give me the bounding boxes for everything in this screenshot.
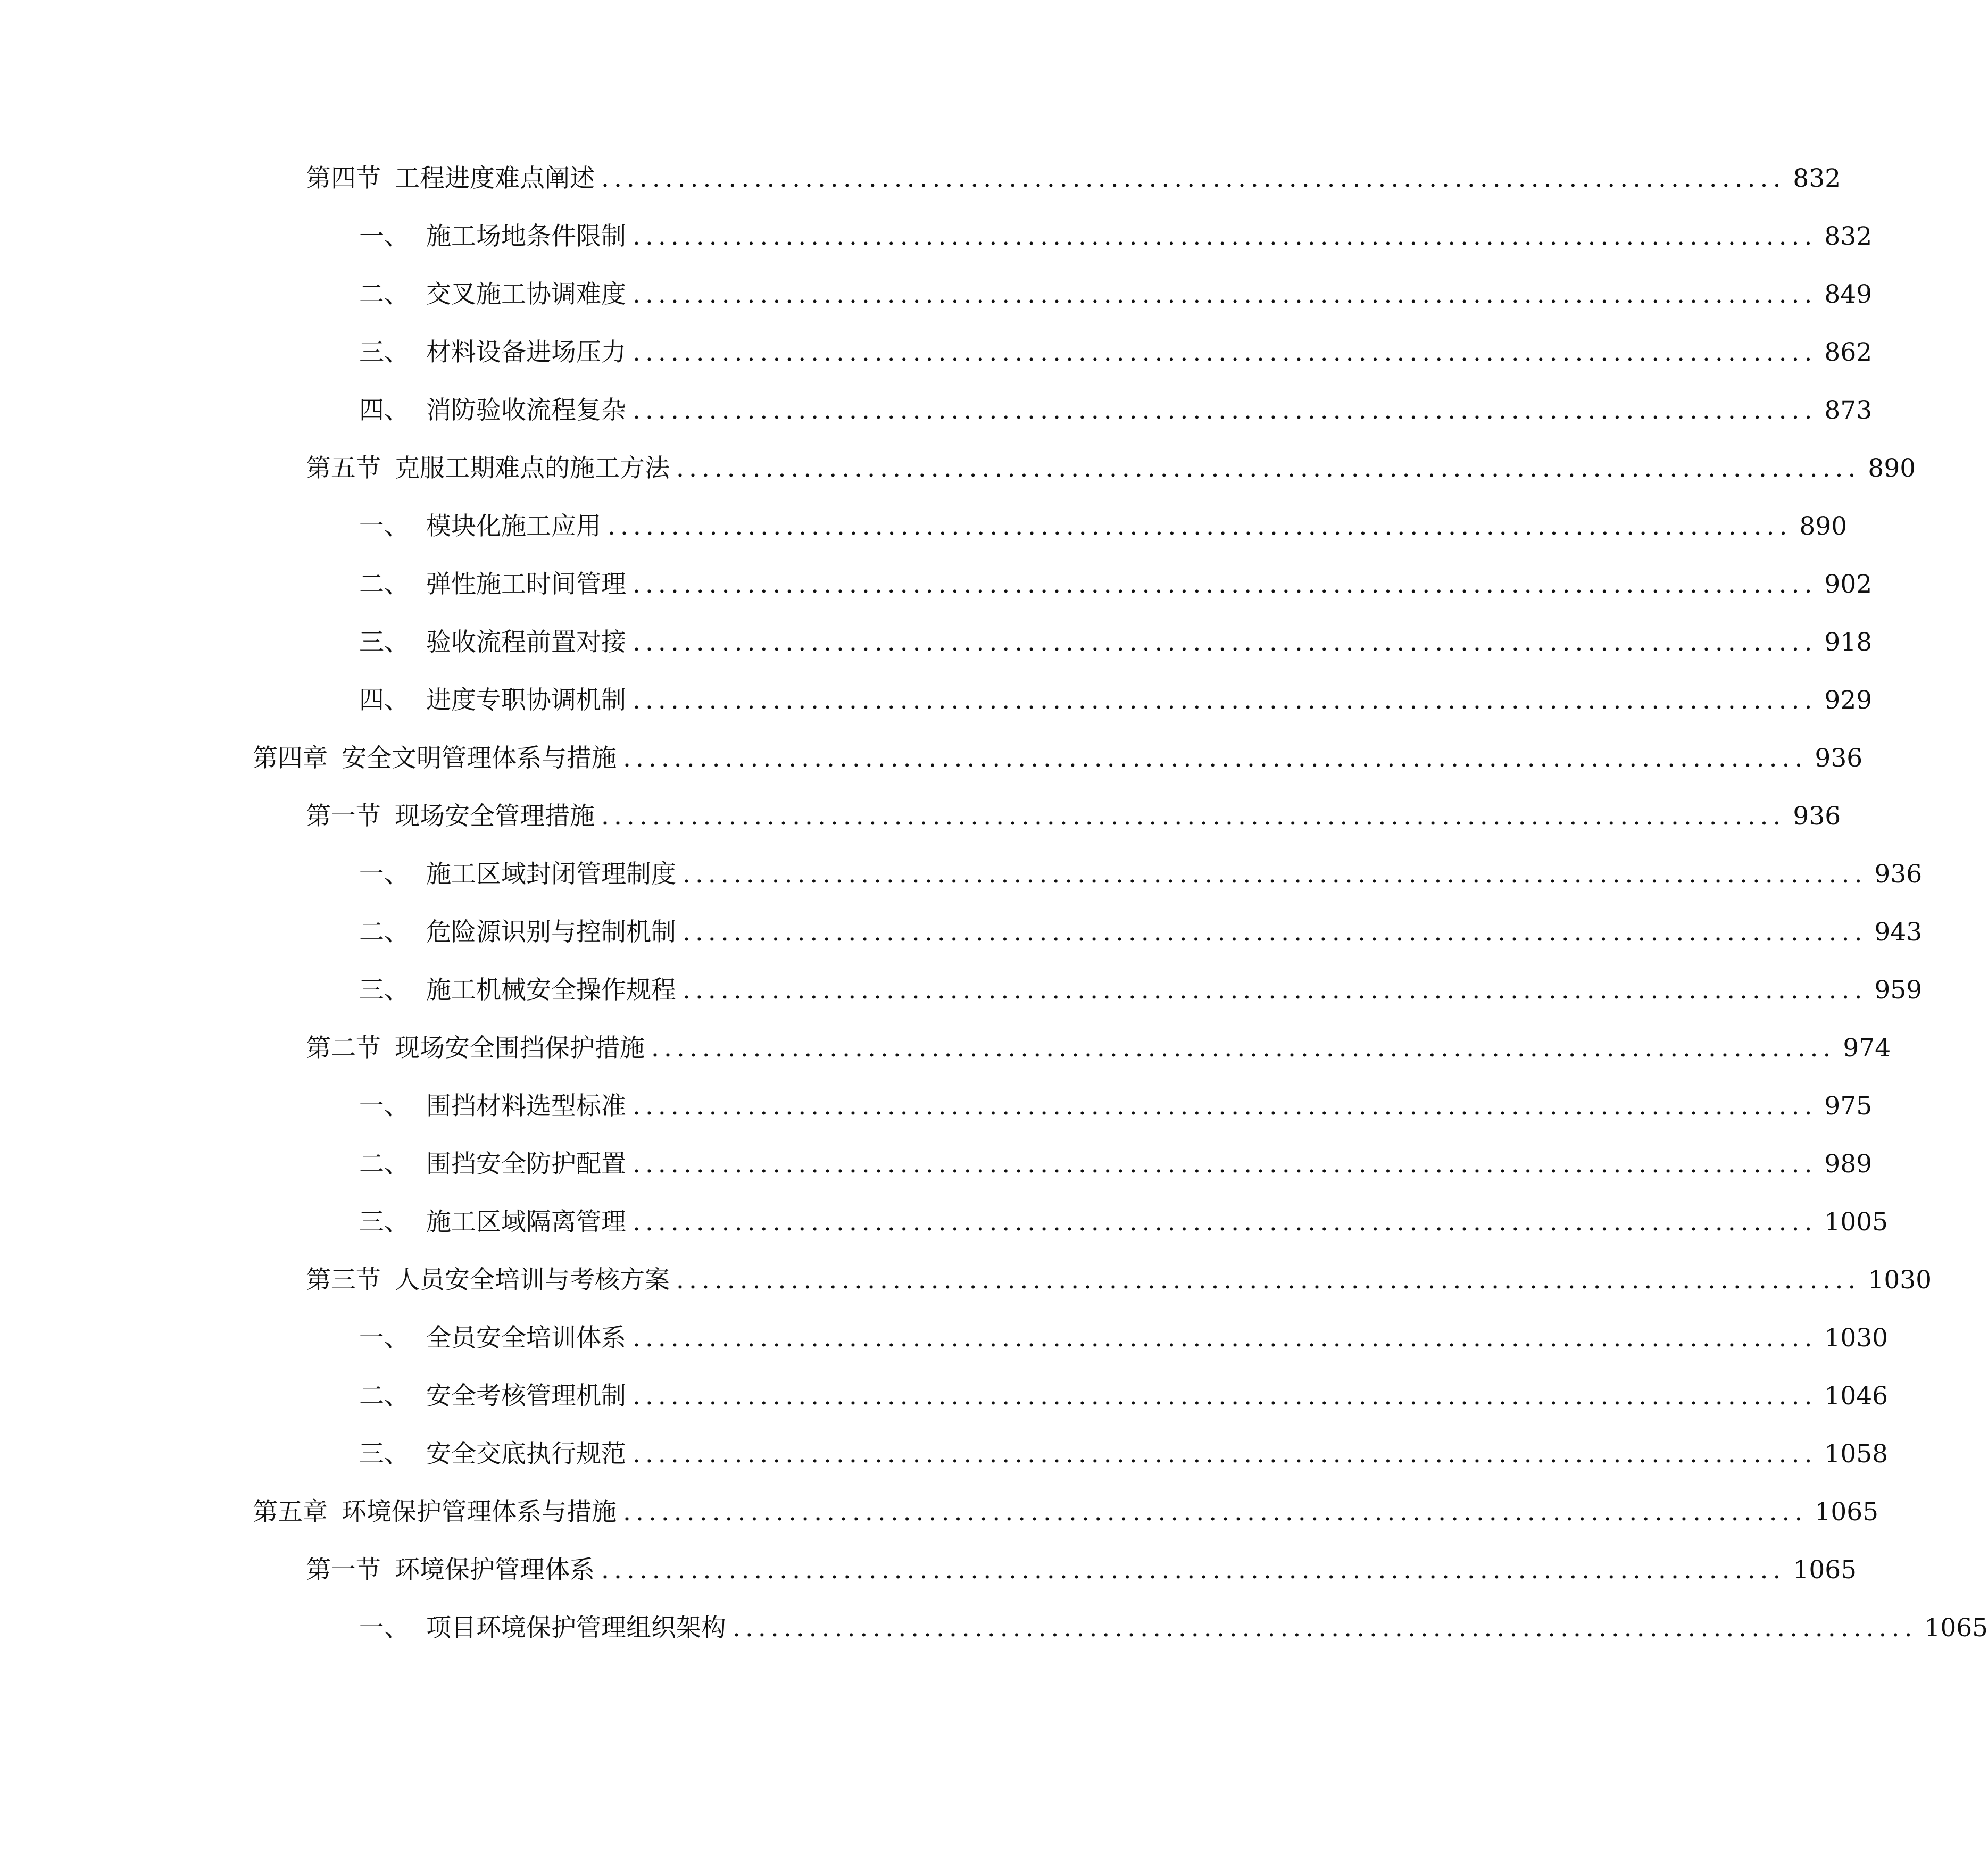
toc-entry-title: 安全交底执行规范 (426, 1439, 626, 1469)
toc-entry-title: 全员安全培训体系 (426, 1323, 626, 1353)
toc-entry[interactable] (359, 1143, 1873, 1186)
toc-entry[interactable] (359, 505, 1848, 548)
toc-entry-page: 902 (1824, 570, 1873, 599)
toc-entry-page: 890 (1868, 454, 1916, 483)
toc-entry[interactable] (306, 1549, 1857, 1592)
toc-entry-title: 危险源识别与控制机制 (426, 918, 676, 947)
toc-entry-page: 832 (1824, 222, 1873, 251)
toc-entry-page: 974 (1843, 1034, 1891, 1063)
toc-entry-title: 弹性施工时间管理 (426, 570, 626, 599)
toc-entry[interactable] (359, 1433, 1889, 1476)
toc-entry-title: 安全文明管理体系与措施 (342, 744, 617, 773)
toc-entry-title: 进度专职协调机制 (426, 686, 626, 715)
toc-leader-dots: ............................................................................................. (633, 1207, 1817, 1237)
toc-entry[interactable] (359, 389, 1873, 432)
toc-entry-page: 1058 (1824, 1439, 1889, 1469)
toc-entry-title: 人员安全培训与考核方案 (395, 1265, 670, 1295)
toc-entry-title: 克服工期难点的施工方法 (395, 454, 670, 483)
toc-entry-number: 四、 (359, 686, 409, 715)
toc-entry[interactable] (306, 1259, 1932, 1302)
toc-entry-title: 安全考核管理机制 (426, 1381, 626, 1411)
toc-leader-dots: ............................................................................................. (633, 628, 1817, 657)
toc-entry-number: 一、 (359, 222, 409, 251)
toc-entry-page: 890 (1799, 512, 1848, 541)
toc-entry-page: 832 (1793, 164, 1841, 193)
toc-entry-number: 一、 (359, 860, 409, 889)
toc-entry-number: 第五章 (253, 1497, 328, 1527)
toc-leader-dots: ............................................................................................. (633, 686, 1817, 715)
toc-entry-title: 材料设备进场压力 (426, 338, 626, 367)
toc-entry-page: 989 (1824, 1149, 1873, 1179)
toc-entry-page: 975 (1824, 1092, 1873, 1121)
toc-leader-dots: ............................................................................................. (601, 802, 1786, 831)
toc-entry-number: 一、 (359, 512, 409, 541)
toc-entry-page: 873 (1824, 396, 1873, 425)
toc-entry[interactable] (359, 215, 1873, 258)
toc-entry[interactable] (359, 1085, 1873, 1128)
toc-leader-dots: ............................................................................................. (633, 1439, 1817, 1469)
toc-entry-title: 环境保护管理体系 (395, 1555, 595, 1585)
toc-entry[interactable] (359, 1607, 1988, 1650)
toc-entry-title: 模块化施工应用 (426, 512, 601, 541)
toc-entry-page: 1065 (1924, 1613, 1988, 1643)
toc-leader-dots: ............................................................................................. (601, 164, 1786, 193)
toc-entry-number: 四、 (359, 396, 409, 425)
toc-entry[interactable] (359, 679, 1873, 722)
toc-entry[interactable] (253, 737, 1863, 780)
toc-entry-title: 验收流程前置对接 (426, 628, 626, 657)
toc-entry-page: 1030 (1824, 1323, 1889, 1353)
toc-leader-dots: ............................................................................................. (733, 1613, 1917, 1643)
toc-entry[interactable] (359, 563, 1873, 606)
toc-entry-title: 现场安全围挡保护措施 (395, 1034, 645, 1063)
toc-entry-page: 936 (1815, 744, 1863, 773)
toc-entry-page: 918 (1824, 628, 1873, 657)
toc-entry[interactable] (359, 1317, 1889, 1360)
toc-leader-dots: ............................................................................................. (683, 918, 1867, 947)
toc-entry[interactable] (359, 621, 1873, 664)
toc-entry[interactable] (359, 911, 1923, 954)
toc-entry-page: 1065 (1793, 1555, 1857, 1585)
toc-entry[interactable] (359, 969, 1923, 1012)
toc-entry[interactable] (359, 273, 1873, 316)
toc-entry[interactable] (359, 1201, 1889, 1244)
toc-entry[interactable] (359, 331, 1873, 374)
toc-entry-number: 第三节 (306, 1265, 381, 1295)
toc-entry-title: 项目环境保护管理组织架构 (426, 1613, 726, 1643)
toc-entry-title: 现场安全管理措施 (395, 802, 595, 831)
toc-leader-dots: ............................................................................................. (633, 280, 1817, 309)
toc-leader-dots: ............................................................................................. (623, 1497, 1808, 1527)
toc-entry-page: 959 (1874, 976, 1923, 1005)
toc-leader-dots: ............................................................................................. (601, 1555, 1786, 1585)
toc-entry-number: 二、 (359, 1149, 409, 1179)
toc-entry-number: 第四章 (253, 744, 328, 773)
toc-entry-page: 1065 (1815, 1497, 1879, 1527)
toc-entry-number: 三、 (359, 338, 409, 367)
toc-entry-number: 第五节 (306, 454, 381, 483)
toc-leader-dots: ............................................................................................. (633, 1323, 1817, 1353)
toc-entry-page: 1005 (1824, 1207, 1889, 1237)
toc-entry-page: 862 (1824, 338, 1873, 367)
toc-leader-dots: ............................................................................................. (651, 1034, 1836, 1063)
toc-entry[interactable] (306, 447, 1916, 490)
toc-entry-page: 849 (1824, 280, 1873, 309)
toc-entry-title: 交叉施工协调难度 (426, 280, 626, 309)
toc-leader-dots: ............................................................................................. (633, 570, 1817, 599)
toc-leader-dots: ............................................................................................. (683, 976, 1867, 1005)
toc-entry[interactable] (306, 157, 1841, 200)
toc-entry-number: 三、 (359, 628, 409, 657)
toc-entry-number: 二、 (359, 280, 409, 309)
toc-entry-title: 施工区域封闭管理制度 (426, 860, 676, 889)
toc-entry-page: 936 (1793, 802, 1841, 831)
toc-entry-number: 三、 (359, 1207, 409, 1237)
toc-entry-title: 围挡安全防护配置 (426, 1149, 626, 1179)
toc-leader-dots: ............................................................................................. (623, 744, 1808, 773)
toc-entry-title: 施工区域隔离管理 (426, 1207, 626, 1237)
toc-entry[interactable] (306, 1027, 1891, 1070)
toc-entry[interactable] (359, 1375, 1889, 1418)
toc-entry-number: 一、 (359, 1613, 409, 1643)
toc-leader-dots: ............................................................................................. (676, 454, 1861, 483)
toc-entry-title: 施工场地条件限制 (426, 222, 626, 251)
toc-entry[interactable] (359, 853, 1923, 896)
toc-entry[interactable] (306, 795, 1841, 838)
toc-entry-number: 一、 (359, 1092, 409, 1121)
toc-entry-title: 施工机械安全操作规程 (426, 976, 676, 1005)
toc-entry-number: 第一节 (306, 802, 381, 831)
toc-leader-dots: ............................................................................................. (676, 1265, 1861, 1295)
toc-entry-title: 环境保护管理体系与措施 (342, 1497, 617, 1527)
toc-entry-number: 第一节 (306, 1555, 381, 1585)
toc-leader-dots: ............................................................................................. (633, 1092, 1817, 1121)
toc-entry-page: 936 (1874, 860, 1923, 889)
toc-entry-title: 工程进度难点阐述 (395, 164, 595, 193)
toc-leader-dots: ............................................................................................. (633, 1149, 1817, 1179)
toc-entry-number: 二、 (359, 1381, 409, 1411)
toc-entry-number: 三、 (359, 1439, 409, 1469)
toc-entry-number: 三、 (359, 976, 409, 1005)
toc-entry-page: 943 (1874, 918, 1923, 947)
toc-entry-number: 第二节 (306, 1034, 381, 1063)
toc-entry-page: 929 (1824, 686, 1873, 715)
toc-leader-dots: ............................................................................................. (633, 396, 1817, 425)
toc-leader-dots: ............................................................................................. (683, 860, 1867, 889)
toc-entry-title: 围挡材料选型标准 (426, 1092, 626, 1121)
toc-leader-dots: ............................................................................................. (633, 222, 1817, 251)
toc-entry-title: 消防验收流程复杂 (426, 396, 626, 425)
toc-entry-number: 二、 (359, 570, 409, 599)
toc-entry-number: 第四节 (306, 164, 381, 193)
toc-leader-dots: ............................................................................................. (633, 338, 1817, 367)
toc-entry-page: 1046 (1824, 1381, 1889, 1411)
toc-entry[interactable] (253, 1491, 1879, 1534)
toc-leader-dots: ............................................................................................. (633, 1381, 1817, 1411)
toc-leader-dots: ............................................................................................. (608, 512, 1792, 541)
toc-entry-number: 二、 (359, 918, 409, 947)
toc-entry-number: 一、 (359, 1323, 409, 1353)
toc-entry-page: 1030 (1868, 1265, 1932, 1295)
